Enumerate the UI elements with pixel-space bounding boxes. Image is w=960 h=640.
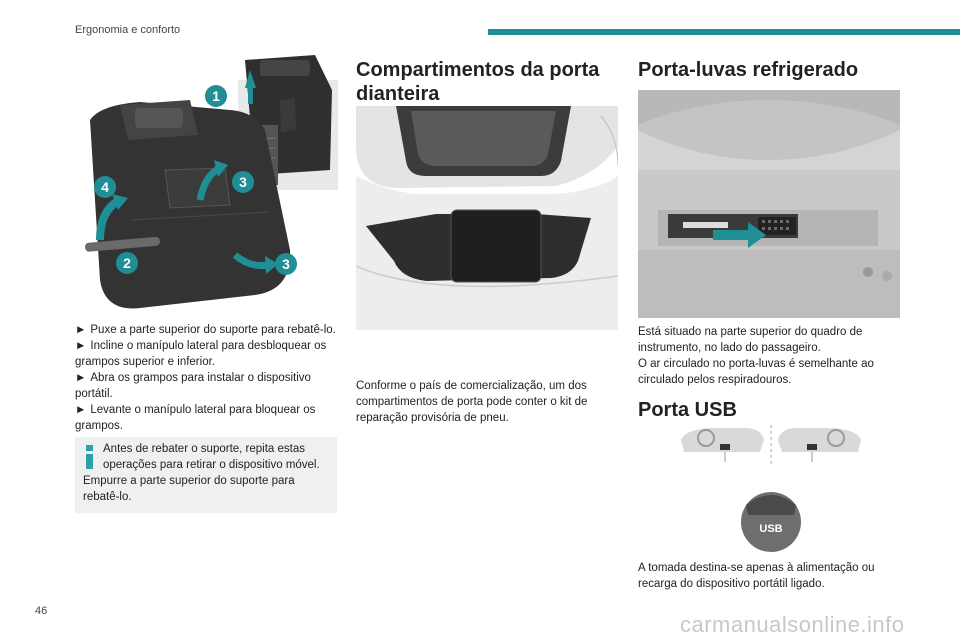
callout-2 [116, 252, 138, 274]
step-marker: ► [75, 404, 87, 416]
rhd-dashboard-icon [778, 428, 861, 462]
callout-1 [205, 85, 227, 107]
phone-holder-illustration [80, 50, 340, 312]
usb-text: A tomada destina-se apenas à alimentação ou recarga do dispositivo portátil ligado. [638, 562, 875, 590]
door-compartment-text: Conforme o país de comercialização, um dos compartimentos de porta pode conter o kit de reparação provisória de pneu. [356, 380, 588, 424]
usb-heading: Porta USB [638, 399, 737, 421]
note-text-1: Antes de rebater o suporte, repita estas operações para retirar o dispositivo móvel. [103, 443, 320, 471]
svg-text:USB: USB [759, 523, 783, 535]
step-marker: ► [75, 372, 87, 384]
svg-text:3: 3 [282, 256, 290, 272]
note-text-2: Empurre a parte superior do suporte para rebatê-lo. [83, 475, 295, 503]
svg-text:4: 4 [101, 179, 109, 195]
svg-text:2: 2 [123, 255, 131, 271]
info-note-box [75, 437, 337, 513]
door-compartment-heading: Compartimentos da porta dianteira [356, 59, 600, 105]
glovebox-heading: Porta-luvas refrigerado [638, 59, 859, 81]
glovebox-text: Está situado na parte superior do quadro de instrumento, no lado do passageiro. O ar circulado no porta-luvas é semelhante ao circulado pelos respiradouros. [638, 326, 874, 386]
instruction-steps [75, 322, 337, 434]
usb-port-illustration [676, 420, 866, 566]
svg-text:1: 1 [212, 88, 220, 104]
page-header-title: Ergonomia e conforto [75, 24, 181, 36]
header-accent-bar [488, 29, 960, 35]
step-item: ► Incline o manípulo lateral para desbloquear os grampos superior e inferior. [75, 340, 327, 368]
door-compartment-illustration [356, 106, 618, 330]
step-item: ► Levante o manípulo lateral para bloquear os grampos. [75, 404, 316, 432]
callout-3-bottom [275, 253, 297, 275]
page-number: 46 [35, 605, 48, 617]
cooled-glovebox-illustration [638, 90, 900, 318]
callout-3-top [232, 171, 254, 193]
lhd-dashboard-icon [681, 428, 764, 462]
svg-text:3: 3 [239, 174, 247, 190]
step-item: ► Abra os grampos para instalar o dispositivo portátil. [75, 372, 311, 400]
step-marker: ► [75, 340, 87, 352]
callout-4 [94, 176, 116, 198]
usb-socket-icon [741, 492, 801, 552]
step-marker: ► [75, 324, 87, 336]
step-item: ► Puxe a parte superior do suporte para rebatê-lo. [75, 324, 336, 336]
watermark: carmanualsonline.info [680, 612, 905, 637]
